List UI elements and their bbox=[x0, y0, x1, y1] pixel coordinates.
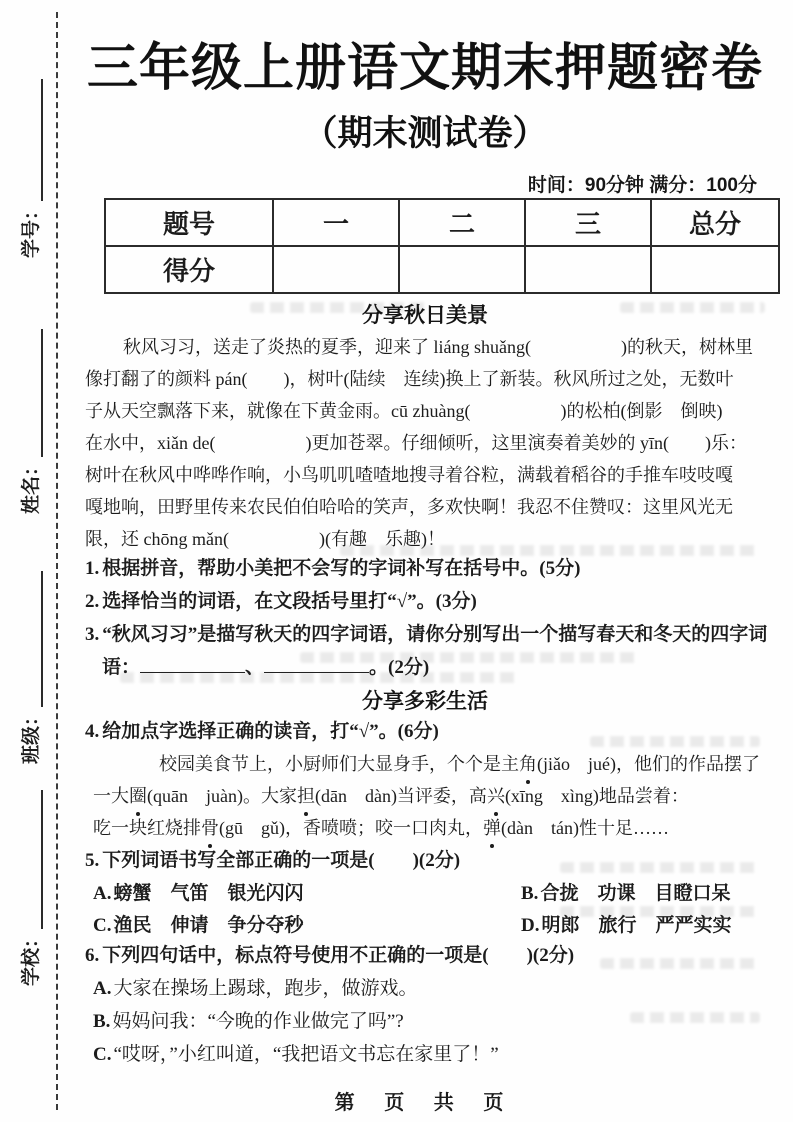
score-cell bbox=[399, 246, 525, 293]
question-3-number: 3. bbox=[85, 624, 100, 645]
question-6-option-b bbox=[93, 1006, 773, 1033]
score-table bbox=[104, 198, 780, 294]
option-c-text: 渔民 伸请 争分夺秒 bbox=[113, 915, 304, 936]
passage-line: 在水中，xiǎn de( )更加苍翠。仔细倾听，这里演奏着美妙的 yīn( )乐： bbox=[85, 433, 747, 453]
option-c bbox=[93, 915, 304, 936]
question-4-text: 给加点字选择正确的读音，打“√”。(6分) bbox=[102, 721, 439, 742]
question-5-text: 下列词语书写全部正确的一项是( )(2分) bbox=[102, 850, 461, 871]
question-1 bbox=[85, 553, 775, 580]
school-field bbox=[17, 790, 43, 986]
question-3-text-line1: “秋风习习”是描写秋天的四字词语，请你分别写出一个描写春天和冬天的四字词 bbox=[102, 624, 768, 645]
passage-line: 限，还 chōng mǎn( )(有趣 乐趣)！ bbox=[85, 529, 445, 549]
score-table-header-row bbox=[105, 199, 779, 246]
question-2-number: 2. bbox=[85, 591, 100, 612]
question-6-option-c bbox=[93, 1039, 773, 1066]
option-d bbox=[521, 910, 732, 937]
question-5-options-row-1 bbox=[93, 878, 773, 905]
student-id-blank-line bbox=[22, 79, 43, 201]
question-1-text: 根据拼音，帮助小美把不会写的字词补写在括号中。(5分) bbox=[102, 558, 581, 579]
question-5-number: 5. bbox=[85, 850, 100, 871]
binding-dashed-line bbox=[56, 12, 58, 1110]
passage-line: 子从天空飘落下来，就像在下黄金雨。cū zhuàng( )的松柏(倒影 倒映) bbox=[85, 401, 723, 421]
passage-line: 像打翻了的颜料 pán( )，树叶(陆续 连续)换上了新装。秋风所过之处，无数叶 bbox=[85, 369, 734, 389]
question-6 bbox=[85, 940, 775, 967]
passage-line: 嘎地响，田野里传来农民伯伯哈哈的笑声，多欢快啊！我忍不住赞叹：这里风光无 bbox=[85, 497, 733, 517]
section-heading-autumn: 分享秋日美景 bbox=[362, 304, 488, 327]
question-4 bbox=[85, 716, 775, 743]
class-field bbox=[17, 568, 43, 764]
answer-blank-line bbox=[264, 652, 369, 673]
emphasis-dot-char: 圈 bbox=[129, 780, 147, 812]
section-heading-colorful-life: 分享多彩生活 bbox=[362, 690, 488, 713]
question-4-passage-line: 吃一块红烧排骨(gū gǔ)，香喷喷；咬一口肉丸，弹(dàn tán)性十足…… bbox=[85, 812, 775, 844]
emphasis-dot-char: 弹 bbox=[483, 812, 501, 844]
emphasis-dot-char: 兴 bbox=[487, 780, 505, 812]
option-c-label: C. bbox=[93, 1044, 112, 1065]
score-table-header-cell: 题号 bbox=[105, 199, 273, 246]
passage-line: 树叶在秋风中哗哗作响，小鸟叽叽喳喳地搜寻着谷粒，满载着稻谷的手推车吱吱嘎 bbox=[85, 465, 733, 485]
school-label: 学校： bbox=[21, 928, 42, 986]
time-and-score-info: 时间：90分钟 满分：100分 bbox=[527, 175, 757, 196]
emphasis-dot-char: 担 bbox=[297, 780, 315, 812]
option-a-label: A. bbox=[93, 883, 112, 904]
page-title: 三年级上册语文期末押题密卷 bbox=[86, 39, 763, 96]
student-name-blank-line bbox=[22, 329, 43, 457]
emphasis-dot-char: 角 bbox=[519, 748, 537, 780]
score-table-header-cell: 二 bbox=[399, 199, 525, 246]
question-2-text: 选择恰当的词语，在文段括号里打“√”。(3分) bbox=[102, 591, 477, 612]
option-d-label: D. bbox=[521, 915, 540, 936]
question-5-options-row-2 bbox=[93, 910, 773, 937]
option-a-text: 大家在操场上踢球，跑步，做游戏。 bbox=[113, 978, 418, 999]
option-a-text: 螃蟹 气笛 银光闪闪 bbox=[113, 883, 304, 904]
question-4-number: 4. bbox=[85, 721, 100, 742]
question-4-passage-line: 一大圈(quān juàn)。大家担(dān dàn)当评委，高兴(xīng xìng)地品尝着： bbox=[85, 780, 775, 812]
question-3-continuation bbox=[85, 652, 792, 679]
score-table-score-row bbox=[105, 246, 779, 293]
page-footer: 第 页 共 页 bbox=[334, 1092, 516, 1114]
student-name-field bbox=[17, 318, 43, 514]
option-a-label: A. bbox=[93, 978, 112, 999]
question-6-option-a bbox=[93, 973, 773, 1000]
score-cell bbox=[525, 246, 651, 293]
option-a bbox=[93, 883, 304, 904]
question-6-number: 6. bbox=[85, 945, 100, 966]
class-label: 班级： bbox=[21, 706, 42, 764]
reading-passage bbox=[85, 331, 775, 555]
school-blank-line bbox=[22, 790, 43, 929]
option-b-label: B. bbox=[93, 1011, 111, 1032]
question-6-text: 下列四句话中，标点符号使用不正确的一项是( )(2分) bbox=[102, 945, 575, 966]
option-c-text: “哎呀，”小红叫道，“我把语文书忘在家里了！” bbox=[113, 1044, 499, 1065]
score-table-header-cell: 总分 bbox=[651, 199, 779, 246]
option-d-text: 明郎 旅行 严严实实 bbox=[541, 915, 732, 936]
option-b-label: B. bbox=[521, 883, 539, 904]
option-b bbox=[521, 878, 730, 905]
score-row-label: 得分 bbox=[105, 246, 273, 293]
option-b-text: 妈妈问我：“今晚的作业做完了吗”? bbox=[112, 1011, 404, 1032]
student-id-field bbox=[17, 62, 43, 258]
score-cell bbox=[273, 246, 399, 293]
question-3 bbox=[85, 619, 775, 646]
question-4-passage-line: 校园美食节上，小厨师们大显身手，个个是主角(jiǎo jué)，他们的作品摆了 bbox=[85, 748, 775, 780]
question-3-text-line2: 语： 、 。(2分) bbox=[102, 657, 429, 678]
option-b-text: 合拢 功课 目瞪口呆 bbox=[540, 883, 731, 904]
student-name-label: 姓名： bbox=[21, 456, 42, 514]
student-id-label: 学号： bbox=[21, 200, 42, 258]
question-1-number: 1. bbox=[85, 558, 100, 579]
option-c-label: C. bbox=[93, 915, 112, 936]
score-cell bbox=[651, 246, 779, 293]
emphasis-dot-char: 骨 bbox=[201, 812, 219, 844]
question-4-passage bbox=[85, 748, 775, 844]
answer-blank-line bbox=[140, 652, 245, 673]
page-subtitle: （期末测试卷） bbox=[302, 114, 548, 153]
question-5 bbox=[85, 845, 775, 872]
passage-line: 秋风习习，送走了炎热的夏季，迎来了 liáng shuǎng( )的秋天，树林里 bbox=[123, 337, 753, 357]
class-blank-line bbox=[22, 571, 43, 707]
score-table-header-cell: 一 bbox=[273, 199, 399, 246]
question-2 bbox=[85, 586, 775, 613]
score-table-header-cell: 三 bbox=[525, 199, 651, 246]
